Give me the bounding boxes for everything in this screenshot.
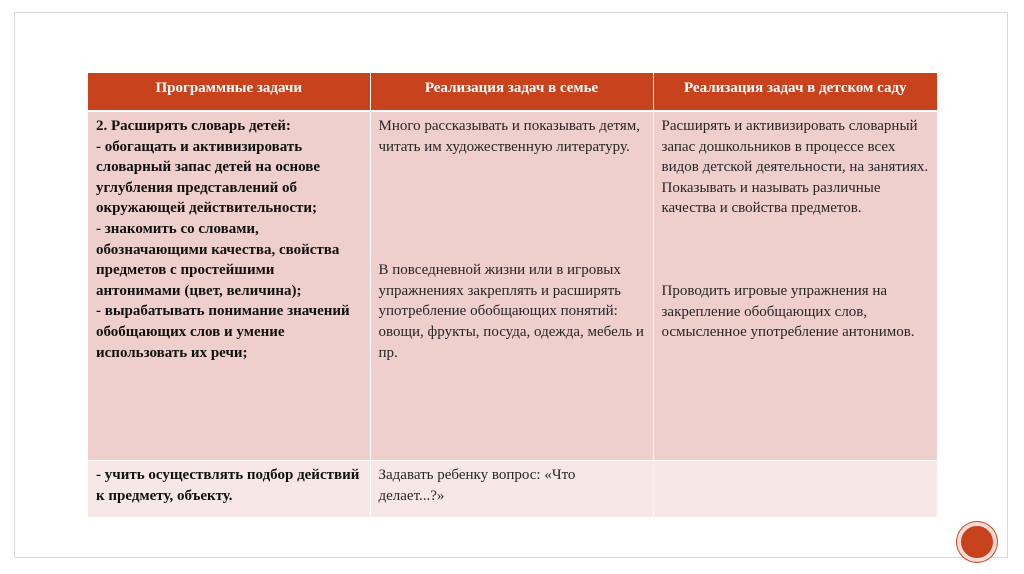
- task-title: 2. Расширять словарь детей:: [96, 118, 291, 134]
- header-kindergarten: Реализация задач в детском саду: [653, 73, 937, 111]
- cell-family: Задавать ребенку вопрос: «Что делает...?»: [370, 461, 653, 518]
- cell-kindergarten: [653, 111, 937, 461]
- family-text: В повседневной жизни или в игровых упражнениях закреплять и расширять употребление обобщающих понятий: овощи, фрукты, посуда, одежда, мебель и пр.: [378, 262, 644, 361]
- corner-circle-badge: [957, 522, 997, 562]
- tasks-table: [88, 73, 937, 518]
- family-text: Много рассказывать и показывать детям, читать им художественную литературу.: [378, 118, 641, 155]
- cell-kindergarten: [653, 461, 937, 518]
- header-family: Реализация задач в семье: [370, 73, 653, 111]
- header-program-tasks: Программные задачи: [88, 73, 370, 111]
- table-row: [88, 111, 937, 461]
- task-item: - обогащать и активизировать словарный запас детей на основе углубления представлений об окружающей действительности;: [96, 138, 321, 217]
- table-header-row: [88, 73, 937, 111]
- kindergarten-text: Расширять и активизировать словарный запас дошкольников в процессе всех видов детской деятельности, на занятиях.: [661, 118, 929, 176]
- kindergarten-text: Показывать и называть различные качества и свойства предметов.: [661, 179, 881, 217]
- table-row: [88, 461, 937, 518]
- task-item: - знакомить со словами, обозначающими качества, свойства предметов с простейшими антонимами (цвет, величина);: [96, 220, 340, 299]
- cell-family: [370, 111, 653, 461]
- task-item: - вырабатывать понимание значений обобщающих слов и умение использовать их речи;: [96, 303, 350, 361]
- kindergarten-text: Проводить игровые упражнения на закрепление обобщающих слов, осмысленное употребление антонимов.: [661, 282, 915, 341]
- cell-program-tasks: - учить осуществлять подбор действий к предмету, объекту.: [88, 461, 370, 518]
- cell-program-tasks: [88, 111, 370, 461]
